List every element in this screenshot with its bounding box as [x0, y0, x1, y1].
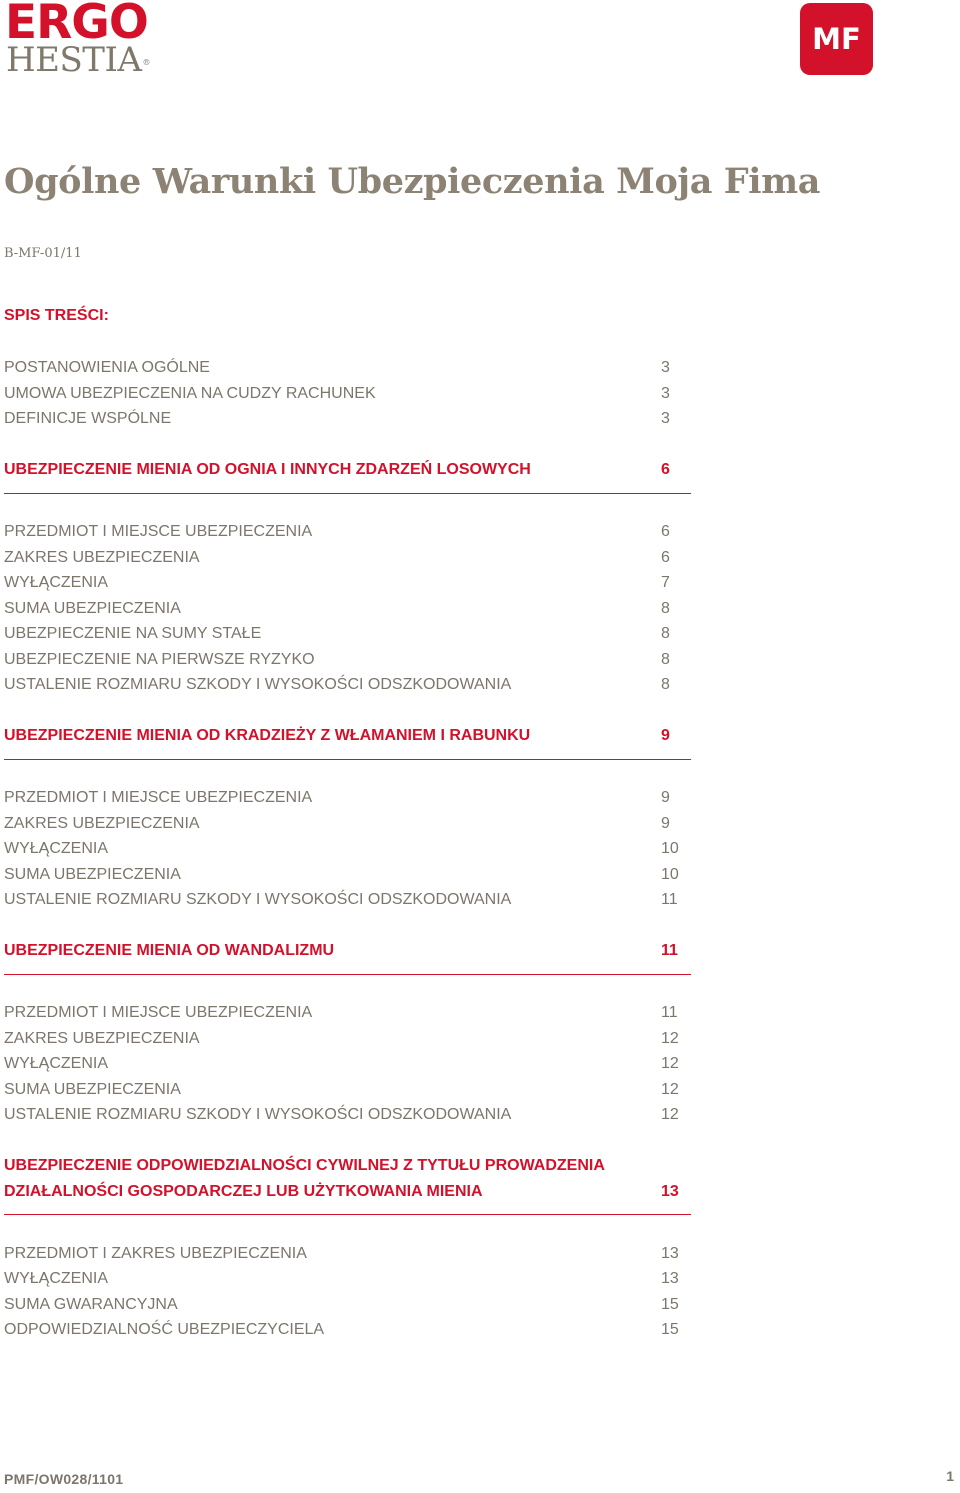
mf-badge: MF	[800, 3, 873, 75]
hestia-logo-text: HESTIA	[6, 40, 142, 80]
toc-entry-label: DEFINICJE WSPÓLNE	[4, 410, 172, 427]
toc-entry[interactable]	[4, 1026, 691, 1052]
toc-section-items	[4, 785, 691, 913]
document-code: B-MF-01/11	[4, 246, 82, 261]
toc-section-page-spacer	[661, 1153, 691, 1179]
toc-section-line	[4, 938, 691, 964]
toc-section-heading[interactable]	[4, 1153, 691, 1215]
toc-entry-label: ZAKRES UBEZPIECZENIA	[4, 814, 200, 832]
toc-entry-page: 10	[661, 865, 679, 883]
toc-entry[interactable]	[4, 406, 691, 432]
toc-entry[interactable]	[4, 621, 691, 647]
toc-section-page: 13	[661, 1182, 679, 1200]
toc-entry[interactable]	[4, 1266, 691, 1292]
toc-entry-page: 8	[661, 599, 670, 617]
toc-entry[interactable]	[4, 381, 691, 407]
toc-section-page: 6	[661, 461, 670, 478]
toc-entry[interactable]	[4, 672, 691, 698]
toc-entry[interactable]	[4, 647, 691, 673]
toc-entry-page: 13	[661, 1270, 679, 1287]
hestia-logo	[6, 40, 150, 80]
toc-entry-page: 3	[661, 410, 670, 427]
toc-entry[interactable]	[4, 1102, 691, 1128]
toc-entry-label: USTALENIE ROZMIARU SZKODY I WYSOKOŚCI ODSZKODOWANIA	[4, 891, 512, 908]
toc-entry-label: ZAKRES UBEZPIECZENIA	[4, 548, 200, 566]
toc-section-page: 11	[661, 942, 678, 959]
toc-entry[interactable]	[4, 785, 691, 811]
toc-entry[interactable]	[4, 1000, 691, 1026]
toc-section-heading[interactable]	[4, 457, 691, 494]
toc-section-items	[4, 1241, 691, 1343]
toc-section-items	[4, 519, 691, 698]
toc-entry-page: 9	[661, 789, 670, 806]
toc-entry-label: WYŁĄCZENIA	[4, 1270, 109, 1287]
toc-entry-page: 12	[661, 1106, 679, 1123]
toc-entry[interactable]	[4, 1077, 691, 1103]
toc-entry-label: PRZEDMIOT I ZAKRES UBEZPIECZENIA	[4, 1244, 307, 1262]
toc-entry-label: ODPOWIEDZIALNOŚĆ UBEZPIECZYCIELA	[4, 1321, 325, 1338]
toc-entry-page: 3	[661, 384, 670, 402]
toc-entry[interactable]	[4, 887, 691, 913]
footer-document-code: PMF/OW028/1101	[4, 1471, 124, 1487]
toc-entry-page: 15	[661, 1321, 679, 1338]
toc-entry-page: 12	[661, 1029, 679, 1047]
toc-entry-page: 12	[661, 1055, 679, 1072]
toc-section-title: DZIAŁALNOŚCI GOSPODARCZEJ LUB UŻYTKOWANIA MIENIA	[4, 1182, 483, 1200]
toc-entry-label: UBEZPIECZENIE NA SUMY STAŁE	[4, 625, 262, 642]
toc-entry[interactable]	[4, 1051, 691, 1077]
toc-entry-label: SUMA UBEZPIECZENIA	[4, 1080, 181, 1098]
table-of-contents	[4, 355, 691, 1368]
toc-entry-label: WYŁĄCZENIA	[4, 840, 109, 857]
toc-section-title: UBEZPIECZENIE MIENIA OD WANDALIZMU	[4, 942, 335, 959]
toc-entry-label: POSTANOWIENIA OGÓLNE	[4, 359, 210, 376]
document-title: Ogólne Warunki Ubezpieczenia Moja Fima	[4, 161, 821, 202]
toc-entry-page: 11	[661, 1004, 678, 1021]
toc-entry-label: PRZEDMIOT I MIEJSCE UBEZPIECZENIA	[4, 1004, 313, 1021]
footer-page-number: 1	[946, 1468, 954, 1484]
toc-entry-page: 8	[661, 650, 670, 668]
toc-entry-label: WYŁĄCZENIA	[4, 574, 109, 591]
registered-mark: ®	[142, 58, 150, 67]
toc-entry[interactable]	[4, 862, 691, 888]
toc-section-line	[4, 1153, 691, 1179]
toc-entry-label: ZAKRES UBEZPIECZENIA	[4, 1029, 200, 1047]
toc-section-heading[interactable]	[4, 938, 691, 975]
toc-entry-page: 8	[661, 625, 670, 642]
toc-entry-label: USTALENIE ROZMIARU SZKODY I WYSOKOŚCI ODSZKODOWANIA	[4, 676, 512, 693]
toc-entry-page: 15	[661, 1295, 679, 1313]
ergo-logo: ERGO	[5, 0, 148, 50]
toc-entry-label: PRZEDMIOT I MIEJSCE UBEZPIECZENIA	[4, 789, 313, 806]
toc-entry[interactable]	[4, 570, 691, 596]
toc-entry-page: 9	[661, 814, 670, 832]
toc-entry[interactable]	[4, 519, 691, 545]
toc-entry[interactable]	[4, 1292, 691, 1318]
toc-entry-page: 7	[661, 574, 670, 591]
toc-entry-label: SUMA UBEZPIECZENIA	[4, 865, 181, 883]
toc-heading: SPIS TREŚCI:	[4, 307, 109, 324]
toc-section-title: UBEZPIECZENIE ODPOWIEDZIALNOŚCI CYWILNEJ Z TYTUŁU PROWADZENIA	[4, 1157, 605, 1174]
toc-entry[interactable]	[4, 836, 691, 862]
toc-entry-page: 13	[661, 1244, 679, 1262]
toc-entry[interactable]	[4, 1317, 691, 1343]
toc-entry[interactable]	[4, 545, 691, 571]
toc-entry-page: 8	[661, 676, 670, 693]
toc-entry-label: SUMA UBEZPIECZENIA	[4, 599, 181, 617]
toc-entry-label: PRZEDMIOT I MIEJSCE UBEZPIECZENIA	[4, 523, 313, 540]
toc-entry-page: 10	[661, 840, 679, 857]
toc-entry[interactable]	[4, 1241, 691, 1267]
toc-section-page: 9	[661, 727, 670, 744]
toc-section-title: UBEZPIECZENIE MIENIA OD KRADZIEŻY Z WŁAMANIEM I RABUNKU	[4, 727, 531, 744]
toc-entry-page: 6	[661, 548, 670, 566]
toc-entry-page: 3	[661, 359, 670, 376]
toc-section-items	[4, 1000, 691, 1128]
toc-entry-label: USTALENIE ROZMIARU SZKODY I WYSOKOŚCI ODSZKODOWANIA	[4, 1106, 512, 1123]
toc-section-line	[4, 723, 691, 749]
toc-entry-label: WYŁĄCZENIA	[4, 1055, 109, 1072]
toc-intro-group	[4, 355, 691, 432]
toc-section-line	[4, 1179, 691, 1205]
toc-entry[interactable]	[4, 811, 691, 837]
toc-entry-label: SUMA GWARANCYJNA	[4, 1295, 178, 1313]
toc-entry-page: 12	[661, 1080, 679, 1098]
toc-section-line	[4, 457, 691, 483]
toc-section-heading[interactable]	[4, 723, 691, 760]
toc-entry[interactable]	[4, 355, 691, 381]
toc-entry[interactable]	[4, 596, 691, 622]
toc-entry-label: UBEZPIECZENIE NA PIERWSZE RYZYKO	[4, 650, 315, 668]
toc-entry-page: 6	[661, 523, 670, 540]
toc-section-title: UBEZPIECZENIE MIENIA OD OGNIA I INNYCH ZDARZEŃ LOSOWYCH	[4, 461, 531, 478]
toc-entry-page: 11	[661, 891, 678, 908]
toc-entry-label: UMOWA UBEZPIECZENIA NA CUDZY RACHUNEK	[4, 384, 376, 402]
